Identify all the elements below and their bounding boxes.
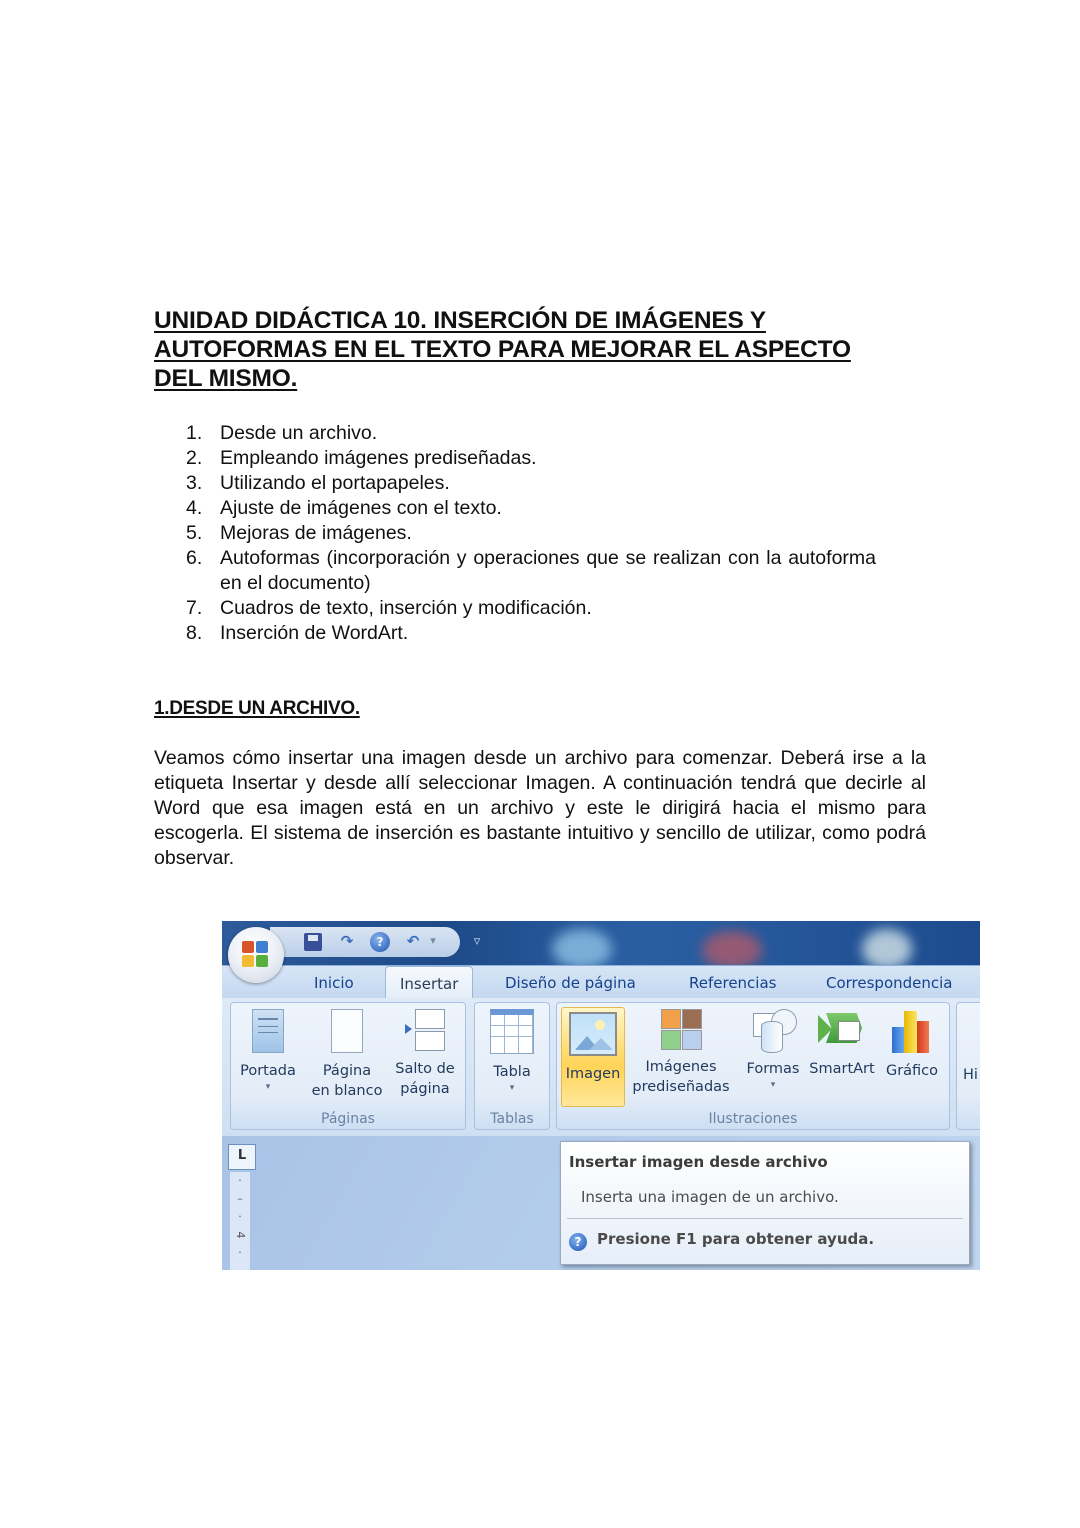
section-heading: 1.DESDE UN ARCHIVO. (154, 698, 360, 719)
picture-icon (569, 1012, 617, 1056)
ruler-mark: – (237, 1192, 243, 1205)
button-label: Gráfico (885, 1063, 939, 1079)
button-label: Portada (240, 1063, 296, 1079)
group-paginas (230, 1002, 466, 1130)
list-text: Mejoras de imágenes. (220, 522, 412, 544)
tooltip-description: Inserta una imagen de un archivo. (581, 1188, 839, 1206)
list-text: Utilizando el portapapeles. (220, 472, 450, 494)
button-label: Tabla (493, 1064, 531, 1080)
button-label: página (400, 1081, 450, 1097)
list-number: 3. (186, 472, 203, 494)
list-text: Inserción de WordArt. (220, 622, 409, 644)
redo-icon[interactable]: ↷ (340, 932, 354, 950)
table-icon (490, 1009, 534, 1054)
tab-insertar[interactable]: Insertar (385, 966, 473, 1000)
list-number: 7. (186, 597, 203, 619)
contents-list (186, 421, 876, 646)
group-label: Páginas (321, 1111, 375, 1127)
pagina-en-blanco-button[interactable] (307, 1009, 387, 1101)
clip-art-icon (661, 1009, 701, 1049)
tab-referencias[interactable]: Referencias (689, 974, 777, 992)
group-next-partial (956, 1002, 980, 1130)
tabla-button[interactable] (479, 1009, 545, 1094)
list-item (186, 471, 876, 496)
list-number: 6. (186, 547, 203, 569)
undo-dropdown-icon[interactable]: ▾ (430, 934, 436, 947)
list-text: Cuadros de texto, inserción y modificación. (220, 597, 592, 619)
button-label: SmartArt (809, 1061, 875, 1077)
vertical-ruler (230, 1172, 250, 1270)
ruler-mark: · (238, 1210, 242, 1223)
office-logo-icon (242, 941, 270, 969)
list-text: Ajuste de imágenes con el texto. (220, 497, 502, 519)
title-line: AUTOFORMAS EN EL TEXTO PARA MEJORAR EL ASPECTO (154, 336, 851, 363)
ribbon (222, 998, 980, 1136)
list-number: 8. (186, 622, 203, 644)
ribbon-tabs (222, 965, 980, 999)
list-number: 5. (186, 522, 203, 544)
ruler-mark: 4 (234, 1231, 247, 1239)
group-label: Ilustraciones (708, 1111, 798, 1127)
list-item (186, 521, 876, 546)
help-icon: ? (569, 1233, 587, 1251)
list-number: 1. (186, 422, 203, 444)
tooltip-help (569, 1230, 874, 1251)
customize-qat-icon[interactable]: ▿ (473, 934, 481, 949)
blank-page-icon (331, 1009, 363, 1053)
shapes-icon (749, 1009, 797, 1051)
list-number: 4. (186, 497, 203, 519)
page-break-icon (405, 1009, 445, 1051)
list-item (186, 421, 876, 446)
tooltip-divider (567, 1218, 963, 1219)
tab-inicio[interactable]: Inicio (314, 974, 354, 992)
list-text: Autoformas (incorporación y operaciones que se realizan con la autoforma en el documento) (220, 547, 876, 594)
button-label: Página (322, 1063, 372, 1079)
document-title (154, 306, 914, 393)
help-icon[interactable] (370, 932, 390, 952)
imagen-button[interactable] (561, 1007, 625, 1107)
word-ribbon-screenshot (222, 921, 980, 1270)
formas-button[interactable] (741, 1009, 805, 1091)
dropdown-arrow-icon: ▾ (770, 1080, 776, 1090)
tab-diseno-de-pagina[interactable]: Diseño de página (505, 974, 636, 992)
tooltip-title: Insertar imagen desde archivo (569, 1153, 828, 1171)
cover-page-icon (252, 1009, 284, 1053)
button-label: Formas (746, 1061, 800, 1077)
button-label: Salto de (395, 1061, 455, 1077)
tooltip-help-text: Presione F1 para obtener ayuda. (597, 1230, 875, 1248)
list-number: 2. (186, 447, 203, 469)
partial-button[interactable]: Hi (963, 1067, 978, 1083)
body-paragraph: Veamos cómo insertar una imagen desde un archivo para comenzar. Deberá irse a la etiqueta Insertar y desde allí seleccionar Imagen. A continuación tendrá que decirle al Word que esa imagen está en un archivo y este le dirigirá hacia el mismo para escogerla. El sistema de inserción es bastante intuitivo y sencillo de utilizar, como podrá observar. (154, 747, 926, 869)
ruler-mark: · (238, 1174, 242, 1187)
list-text: Desde un archivo. (220, 422, 378, 444)
portada-button[interactable] (233, 1009, 303, 1093)
help-glyph: ? (376, 935, 384, 949)
list-item (186, 546, 876, 596)
save-icon[interactable] (304, 933, 322, 951)
grafico-button[interactable] (879, 1009, 945, 1081)
tooltip (560, 1141, 970, 1265)
tab-correspondencia[interactable]: Correspondencia (826, 974, 953, 992)
list-item (186, 596, 876, 621)
button-label: prediseñadas (632, 1079, 730, 1095)
smartart-button[interactable] (807, 1009, 877, 1079)
ruler-mark: · (238, 1246, 242, 1259)
undo-icon[interactable]: ↶ (406, 932, 420, 950)
list-item (186, 621, 876, 646)
dropdown-arrow-icon: ▾ (509, 1083, 515, 1093)
list-text: Empleando imágenes prediseñadas. (220, 447, 537, 469)
list-item (186, 496, 876, 521)
group-label: Tablas (490, 1111, 534, 1127)
group-tablas (474, 1002, 550, 1130)
list-item (186, 446, 876, 471)
button-label: Imagen (565, 1066, 621, 1082)
title-bar (222, 921, 980, 965)
imagenes-prediseñadas-button[interactable] (629, 1009, 733, 1097)
button-label: en blanco (311, 1083, 383, 1099)
chart-icon (890, 1009, 934, 1053)
smartart-icon (818, 1009, 866, 1051)
office-button[interactable] (228, 927, 284, 983)
button-label: Imágenes (645, 1059, 717, 1075)
group-ilustraciones (556, 1002, 950, 1130)
salto-de-pagina-button[interactable] (389, 1009, 461, 1099)
title-line: UNIDAD DIDÁCTICA 10. INSERCIÓN DE IMÁGENES Y (154, 307, 766, 334)
quick-access-toolbar (270, 927, 460, 957)
dropdown-arrow-icon: ▾ (265, 1082, 271, 1092)
title-line: DEL MISMO. (154, 365, 298, 392)
tab-selector-button[interactable]: L (228, 1144, 256, 1170)
